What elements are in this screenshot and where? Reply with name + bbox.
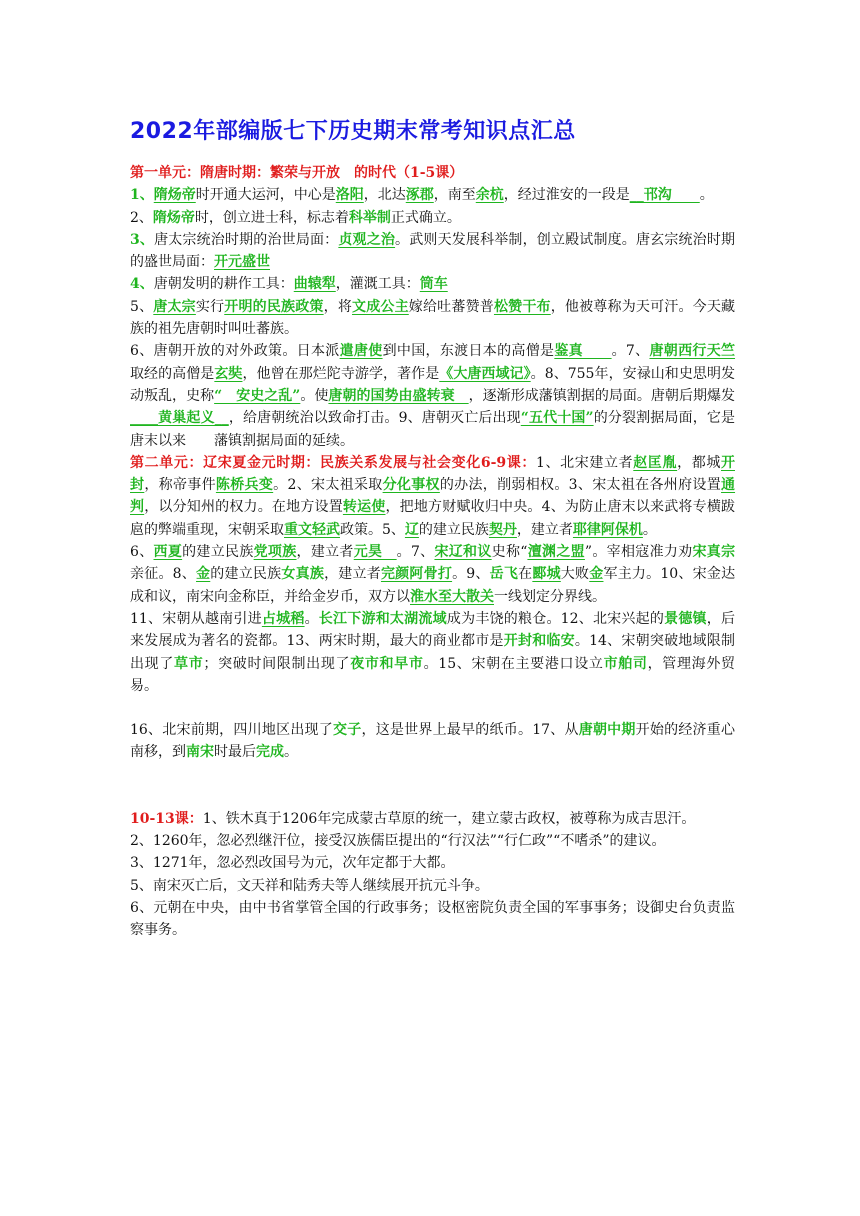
text-run: ，南至: [433, 187, 476, 204]
text-run: 。15、宋朝在主要港口设立: [423, 655, 604, 672]
keyword-highlight: 西夏: [153, 544, 183, 561]
keyword-highlight: 隋炀帝: [153, 187, 196, 204]
keyword-highlight: 转运使: [342, 499, 386, 516]
keyword-highlight: 1、: [130, 187, 154, 204]
keyword-highlight: 唐朝中期: [578, 722, 636, 739]
keyword-highlight: 通判: [130, 477, 736, 516]
text-run: ，这是世界上最早的纸币。17、从: [361, 722, 579, 739]
text-run: 。使: [300, 387, 329, 404]
unit1-item-6: [130, 340, 735, 451]
keyword-highlight: 郾城: [532, 566, 561, 583]
keyword-highlight: 文成公主: [352, 298, 409, 315]
text-run: 的建立民族: [182, 544, 254, 561]
text-run: 。9、: [452, 566, 490, 583]
keyword-highlight: “ 安史之乱”: [214, 387, 301, 404]
text-run: 。: [284, 744, 298, 761]
keyword-highlight: 宋辽和议: [434, 544, 492, 561]
text-run: ，给唐朝统治以致命打击。9、唐朝灭亡后出现: [228, 410, 521, 427]
text-run: ，都城: [677, 454, 721, 471]
document-body: [130, 162, 735, 942]
keyword-highlight: 长江下游和太湖流域: [318, 610, 447, 627]
unit2-item-4: [130, 719, 735, 764]
unit2-item-1: [130, 452, 735, 541]
keyword-highlight: 筒车: [419, 276, 448, 293]
text-run: 第一单元：隋唐时期：繁荣与开放 的时代（1-5课）: [130, 165, 464, 181]
keyword-highlight: 契丹: [488, 521, 517, 538]
text-run: 实行: [195, 298, 225, 315]
text-run: ，他被尊称为天可汗。今天藏族的祖先唐朝时叫吐蕃族。: [130, 298, 736, 338]
keyword-highlight: 夜市和早市: [350, 655, 424, 672]
text-run: ，后来发展成为著名的瓷都。13、两宋时期，最大的商业都市是: [130, 610, 736, 650]
keyword-highlight: 隋炀帝: [152, 209, 195, 226]
text-run: 取经的高僧是: [130, 365, 215, 382]
text-run: 。: [304, 610, 319, 627]
unit1-item-4: [130, 273, 735, 295]
keyword-highlight: 3、: [130, 231, 155, 248]
text-run: 在: [518, 566, 533, 583]
text-run: 亲征。8、: [130, 566, 197, 583]
keyword-highlight: 市舶司: [603, 655, 648, 672]
text-run: 唐朝发明的耕作工具：: [153, 276, 294, 293]
keyword-highlight: 松赞干布: [493, 298, 551, 315]
text-run: 时开通大运河，中心是: [195, 187, 336, 204]
text-run: ，建立者: [324, 566, 381, 583]
text-run: ，建立者: [516, 521, 573, 538]
text-run: 。8、755年，安禄山和史思明发动叛乱，史称: [130, 365, 736, 404]
text-run: 的分裂割据局面，它是唐末以来 藩镇割据局面的延续。: [130, 410, 736, 449]
unit3-item-1: [130, 808, 735, 830]
text-run: ，以分知州的权力。在地方设置: [144, 499, 343, 516]
keyword-highlight: 澶渊之盟: [527, 544, 585, 561]
text-run: 2、: [130, 209, 153, 226]
text-run: 5、: [130, 298, 154, 315]
text-run: 的办法，削弱相权。3、宋太祖在各州府设置: [439, 477, 722, 494]
keyword-highlight: 辽: [404, 521, 419, 538]
keyword-highlight: __邗沟: [629, 187, 700, 204]
keyword-highlight: 科举制: [348, 209, 391, 226]
unit2-item-3: [130, 608, 735, 697]
text-run: 史称“: [491, 544, 528, 561]
unit3-item-4: 5、南宋灭亡后，文天祥和陆秀夫等人继续展开抗元斗争。: [130, 877, 489, 894]
text-run: ，北达: [363, 187, 406, 204]
text-run: 。2、宋太祖采取: [273, 477, 383, 494]
keyword-highlight: 贞观之治: [338, 231, 396, 248]
unit1-heading: [130, 162, 735, 184]
keyword-highlight: 金: [196, 566, 211, 583]
unit1-item-2: [130, 207, 735, 229]
text-run: ，管理海外贸易。: [130, 655, 736, 694]
text-run: ，建立者: [296, 544, 354, 561]
text-run: 成为丰饶的粮仓。12、北宋兴起的: [446, 610, 665, 627]
keyword-highlight: 金: [589, 566, 604, 583]
keyword-highlight: 完颜阿骨打: [380, 566, 453, 583]
keyword-highlight: 《大唐西域记》: [439, 365, 531, 382]
text-run: 。7、: [396, 544, 435, 561]
text-run: 6、唐朝开放的对外政策。日本派: [130, 343, 340, 360]
text-run: 。14、宋朝突破地域限制出现了: [130, 633, 735, 672]
keyword-highlight: 完成: [256, 744, 284, 761]
text-run: 。: [642, 521, 657, 538]
text-run: 唐太宗统治时期的治世局面：: [154, 231, 339, 248]
keyword-highlight: 景德镇: [664, 610, 707, 627]
text-run: 一线划定分界线。: [494, 588, 606, 605]
keyword-highlight: 曲辕犁: [293, 276, 336, 293]
keyword-highlight: 宋真宗: [692, 544, 736, 561]
keyword-highlight: 岳飞: [489, 566, 519, 583]
keyword-highlight: 耶律阿保机: [572, 521, 643, 538]
keyword-highlight: 开明的民族政策: [224, 298, 324, 315]
text-run: 的建立民族: [418, 521, 489, 538]
unit2-item-2: [130, 541, 735, 608]
keyword-highlight: 唐朝的国势由盛转衰: [328, 387, 469, 404]
text-run: 政策。5、: [340, 521, 405, 538]
keyword-highlight: 开封: [130, 454, 735, 494]
text-run: 大败: [560, 566, 590, 583]
keyword-highlight: 占城稻: [261, 610, 305, 627]
keyword-highlight: 涿郡: [405, 187, 434, 204]
text-run: ，称帝事件: [144, 477, 216, 494]
unit1-item-5: [130, 296, 735, 341]
text-run: ，逐渐形成藩镇割据的局面。唐朝后期爆发: [468, 387, 736, 404]
keyword-highlight: 余杭: [475, 187, 504, 204]
text-run: 正式确立。: [390, 209, 461, 226]
keyword-highlight: 开元盛世: [214, 254, 270, 271]
keyword-highlight: 玄奘: [214, 365, 243, 382]
keyword-highlight: 陈桥兵变: [215, 477, 274, 494]
text-run: 嫁给吐蕃赞普: [408, 298, 494, 315]
text-run: ，将: [323, 298, 353, 315]
text-run: ；突破时间限制出现了: [203, 655, 351, 672]
unit3-item-5: 6、元朝在中央，由中书省掌管全国的行政事务；设枢密院负责全国的军事事务；设御史台负责监察事务。: [130, 899, 735, 939]
unit3-item-3: 3、1271年，忽必烈改国号为元，次年定都于大都。: [130, 855, 455, 872]
text-run: 。武则天发展科举制，创立殿试制度。唐玄宗统治时期的盛世局面：: [130, 231, 736, 271]
text-run: 10-13课：: [130, 810, 203, 827]
text-run: 1、铁木真于1206年完成蒙古草原的统一，建立蒙古政权，被尊称为成吉思汗。: [202, 810, 696, 827]
text-run: 6、: [130, 544, 154, 561]
text-run: ，把地方财赋收归中央。4、为防止唐末以来武将专横跋扈的弊端重现，宋朝采取: [130, 499, 736, 538]
keyword-highlight: 4、: [130, 276, 154, 293]
text-run: 16、北宋前期，四川地区出现了: [130, 722, 334, 739]
text-run: 。7、: [611, 343, 650, 360]
keyword-highlight: 鉴真: [554, 343, 612, 360]
text-run: 的建立民族: [210, 566, 282, 583]
keyword-highlight: 南宋: [186, 744, 214, 761]
keyword-highlight: “五代十国”: [520, 410, 594, 427]
keyword-highlight: 分化事权: [382, 477, 440, 494]
keyword-highlight: 开封和临安: [503, 633, 575, 650]
text-run: 时最后: [214, 744, 256, 761]
keyword-highlight: 女真族: [281, 566, 325, 583]
text-run: 时，创立进士科，标志着: [194, 209, 349, 226]
keyword-highlight: 交子: [333, 722, 362, 739]
keyword-highlight: 元昊: [353, 544, 397, 561]
keyword-highlight: 重文轻武: [284, 521, 340, 538]
text-run: ，他曾在那烂陀寺游学，著作是: [242, 365, 440, 382]
text-run: 1、北宋建立者: [536, 454, 634, 471]
keyword-highlight: 洛阳: [335, 187, 364, 204]
text-run: 开始的经济重心南移，到: [130, 722, 736, 761]
text-run: ”。宰相寇准力劝: [584, 544, 693, 561]
text-run: 。: [699, 187, 714, 204]
text-run: 到中国，东渡日本的高僧是: [382, 343, 555, 360]
keyword-highlight: 唐朝西行天竺: [649, 343, 736, 360]
keyword-highlight: 党项族: [253, 544, 297, 561]
text-run: ，经过淮安的一段是: [503, 187, 630, 204]
keyword-highlight: ____黄巢起义__: [130, 410, 229, 427]
unit1-item-3: [130, 229, 735, 274]
unit3-item-2: 2、1260年，忽必烈继汗位，接受汉族儒臣提出的“行汉法”“行仁政”“不嗜杀”的建议。: [130, 833, 666, 850]
page-title: 2022年部编版七下历史期末常考知识点汇总: [130, 119, 576, 144]
text-run: 军主力。10、宋金达成和议，南宋向金称臣，并给金岁币，双方以: [130, 566, 736, 605]
keyword-highlight: 赵匡胤: [633, 454, 678, 471]
keyword-highlight: 淮水至大散关: [410, 588, 494, 605]
keyword-highlight: 唐太宗: [153, 298, 196, 315]
keyword-highlight: 遣唐使: [339, 343, 383, 360]
text-run: ，灌溉工具：: [335, 276, 420, 293]
unit1-item-1: [130, 184, 735, 206]
text-run: 11、宋朝从越南引进: [130, 610, 262, 627]
text-run: 第二单元：辽宋夏金元时期：民族关系发展与社会变化6-9课：: [130, 454, 537, 471]
keyword-highlight: 草市: [174, 655, 204, 672]
